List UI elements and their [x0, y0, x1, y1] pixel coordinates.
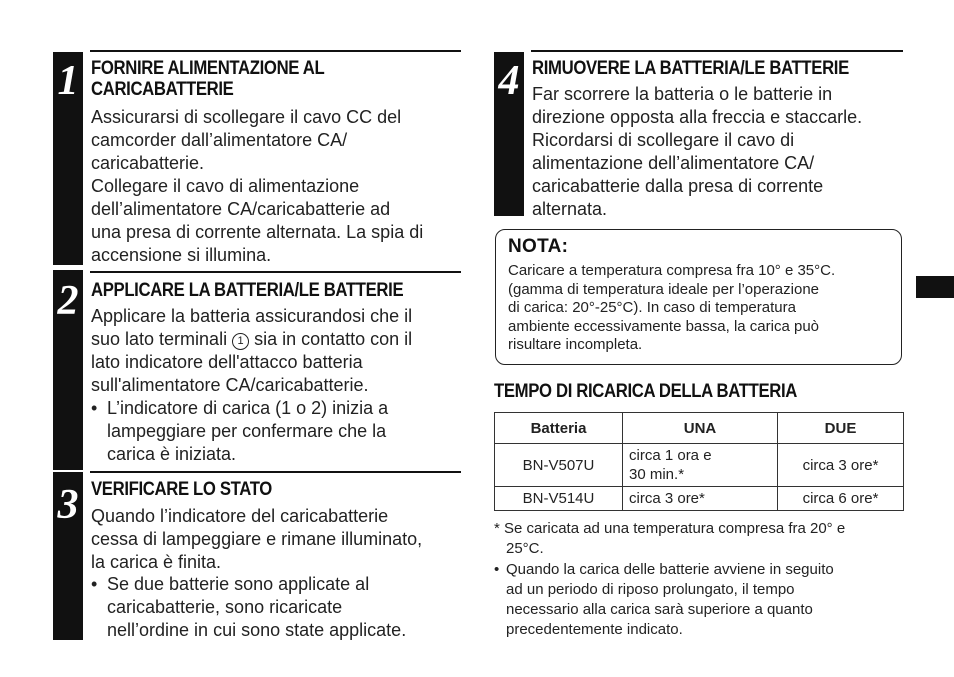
footnote-line: precedentemente indicato. — [506, 621, 683, 638]
step-1-line: accensione si illumina. — [91, 245, 272, 265]
step-3-bullet — [91, 573, 406, 642]
table-cell: circa 6 ore* — [778, 487, 904, 511]
step-1-rule — [90, 50, 461, 52]
step-2-line — [91, 328, 412, 351]
step-1-line: caricabatterie. — [91, 153, 205, 173]
step-1-body — [91, 106, 423, 267]
step-3-line: cessa di lampeggiare e rimane illuminato, — [91, 529, 423, 549]
charging-time-table — [494, 412, 904, 511]
step-2-bullet — [91, 397, 388, 466]
step-3-title: VERIFICARE LO STATO — [91, 479, 272, 500]
footnote-line: Quando la carica delle batterie avviene in seguito — [506, 561, 834, 578]
footnote-line: necessario alla carica sarà superiore a quanto — [506, 601, 813, 618]
nota-line: ambiente eccessivamente bassa, la carica può — [508, 317, 820, 335]
bullet-line: carica è iniziata. — [107, 444, 237, 464]
footnote-asterisk — [494, 519, 845, 559]
step-3-body — [91, 505, 422, 574]
table-cell: circa 3 ore* — [623, 487, 778, 511]
step-2-line: lato indicatore dell'attacco batteria — [91, 352, 363, 372]
step-1-line: Collegare il cavo di alimentazione — [91, 176, 360, 196]
step-4-body — [532, 83, 862, 221]
step-4-line: alternata. — [532, 199, 608, 219]
table-cell: BN-V507U — [495, 444, 623, 487]
nota-title: NOTA: — [508, 236, 569, 257]
footnote-line: ad un periodo di riposo prolungato, il tempo — [506, 581, 795, 598]
tempo-title: TEMPO DI RICARICA DELLA BATTERIA — [494, 381, 798, 402]
step-1-line: camcorder dall’alimentatore CA/ — [91, 130, 348, 150]
step-4-line: Ricordarsi di scollegare il cavo di — [532, 130, 795, 150]
section-tab-marker — [916, 276, 954, 298]
step-3-number-bar — [53, 472, 83, 640]
step-4-line: alimentazione dell’alimentatore CA/ — [532, 153, 815, 173]
footnote-line: 25°C. — [506, 540, 544, 557]
table-header: Batteria — [495, 413, 623, 444]
step-2-line: sull'alimentatore CA/caricabatterie. — [91, 375, 369, 395]
step-4-line: caricabatterie dalla presa di corrente — [532, 176, 824, 196]
step-2-text: sia in contatto con il — [249, 329, 413, 349]
step-1-line: Assicurarsi di scollegare il cavo CC del — [91, 107, 402, 127]
footnote-line: * Se caricata ad una temperatura compresa fra 20° e — [494, 520, 846, 537]
step-4-line: Far scorrere la batteria o le batterie in — [532, 84, 833, 104]
nota-line: (gamma di temperatura ideale per l’operazione — [508, 280, 820, 298]
table-header: UNA — [623, 413, 778, 444]
step-1-line: una presa di corrente alternata. La spia di — [91, 222, 424, 242]
step-2-title: APPLICARE LA BATTERIA/LE BATTERIE — [91, 280, 404, 301]
step-3-rule — [90, 471, 461, 473]
step-1-number: 1 — [57, 58, 79, 104]
table-cell: circa 3 ore* — [778, 444, 904, 487]
bullet-icon: • — [91, 574, 98, 594]
bullet-icon: • — [91, 398, 98, 418]
step-2-number: 2 — [57, 278, 79, 324]
nota-line: risultare incompleta. — [508, 336, 643, 353]
bullet-line: Se due batterie sono applicate al — [107, 574, 370, 594]
step-2-number-bar — [53, 270, 83, 470]
table-row — [495, 444, 904, 487]
step-1-title — [91, 58, 324, 100]
table-row — [495, 487, 904, 511]
step-4-number-bar — [494, 52, 524, 216]
nota-line: di carica: 20°-25°C). In caso di temperatura — [508, 299, 796, 316]
table-cell-line: circa 1 ora e — [629, 447, 712, 464]
step-4-number: 4 — [498, 58, 520, 104]
table-cell — [623, 444, 778, 487]
step-3-number: 3 — [57, 482, 79, 528]
bullet-line: lampeggiare per confermare che la — [107, 421, 387, 441]
step-2-line: Applicare la batteria assicurandosi che il — [91, 306, 413, 326]
step-4-title: RIMUOVERE LA BATTERIA/LE BATTERIE — [532, 58, 849, 79]
table-header-row — [495, 413, 904, 444]
nota-box — [495, 229, 902, 365]
nota-line: Caricare a temperatura compresa fra 10° e 35°C. — [508, 262, 836, 279]
terminal-number-icon: 1 — [232, 333, 249, 350]
table-cell: BN-V514U — [495, 487, 623, 511]
bullet-line: caricabatterie, sono ricaricate — [107, 597, 343, 617]
bullet-icon: • — [494, 561, 500, 578]
step-4-rule — [531, 50, 903, 52]
bullet-line: nell’ordine in cui sono state applicate. — [107, 620, 407, 640]
bullet-line: L’indicatore di carica (1 o 2) inizia a — [107, 398, 389, 418]
step-2-rule — [90, 271, 461, 273]
step-3-line: Quando l’indicatore del caricabatterie — [91, 506, 389, 526]
step-1-line: dell’alimentatore CA/caricabatterie ad — [91, 199, 391, 219]
table-header: DUE — [778, 413, 904, 444]
step-1-title-line: CARICABATTERIE — [91, 79, 234, 100]
step-3-line: la carica è finita. — [91, 552, 222, 572]
step-1-number-bar — [53, 52, 83, 265]
nota-text — [508, 262, 898, 355]
step-2-body — [91, 305, 412, 397]
step-1-title-line: FORNIRE ALIMENTAZIONE AL — [91, 58, 325, 79]
step-4-line: direzione opposta alla freccia e staccarle. — [532, 107, 863, 127]
table-cell-line: 30 min.* — [629, 466, 685, 483]
step-2-text: suo lato terminali — [91, 329, 233, 349]
footnote-bullet — [494, 560, 834, 640]
